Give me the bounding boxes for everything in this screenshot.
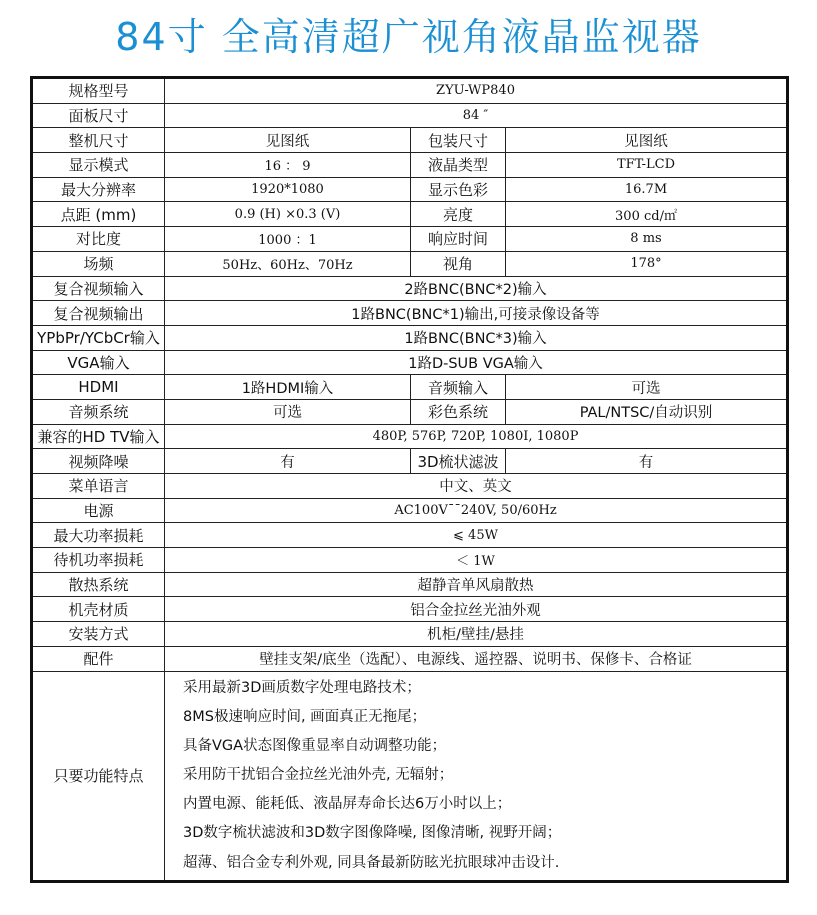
- spec-label: 亮度: [411, 202, 506, 227]
- features-row: [32, 671, 788, 881]
- spec-label: VGA输入: [32, 350, 165, 375]
- feature-item: 3D数字梳状滤波和3D数字图像降噪, 图像清晰, 视野开阔；: [183, 825, 562, 842]
- spec-value: 50Hz、60Hz、70Hz: [165, 251, 411, 276]
- table-row: [32, 103, 788, 128]
- spec-value: 可选: [165, 399, 411, 424]
- spec-value: ⩽ 45W: [165, 523, 788, 548]
- table-row: [32, 78, 788, 104]
- spec-label: 最大分辨率: [32, 177, 165, 202]
- spec-value: 300 cd/㎡: [506, 202, 788, 227]
- spec-value: 2路BNC(BNC*2)输入: [165, 276, 788, 301]
- spec-label: 音频系统: [32, 399, 165, 424]
- feature-item: 采用最新3D画质数字处理电路技术；: [183, 679, 421, 696]
- spec-value: 见图纸: [506, 128, 788, 153]
- table-row: [32, 153, 788, 178]
- spec-label: 散热系统: [32, 572, 165, 597]
- spec-label: 配件: [32, 646, 165, 671]
- table-row: [32, 646, 788, 671]
- spec-label: 机壳材质: [32, 597, 165, 622]
- table-row: [32, 399, 788, 424]
- spec-value: 0.9 (H) ×0.3 (V): [165, 202, 411, 227]
- spec-label: 点距 (mm): [32, 202, 165, 227]
- feature-item: 超薄、铝合金专利外观, 同具备最新防眩光抗眼球冲击设计.: [183, 854, 560, 871]
- table-row: [32, 572, 788, 597]
- spec-value: 1路BNC(BNC*3)输入: [165, 325, 788, 350]
- spec-value: 8 ms: [506, 227, 788, 252]
- spec-label: 复合视频输入: [32, 276, 165, 301]
- spec-label: 响应时间: [411, 227, 506, 252]
- table-row: [32, 227, 788, 252]
- spec-label: 最大功率损耗: [32, 523, 165, 548]
- spec-label: 3D梳状滤波: [411, 449, 506, 474]
- feature-item: 8MS极速响应时间, 画面真正无拖尾；: [183, 708, 427, 725]
- spec-label: 彩色系统: [411, 399, 506, 424]
- spec-value: 1路HDMI输入: [165, 375, 411, 400]
- table-row: [32, 548, 788, 573]
- spec-label: 音频输入: [411, 375, 506, 400]
- spec-label: 兼容的HD TV输入: [32, 424, 165, 449]
- table-row: [32, 177, 788, 202]
- feature-item: 内置电源、能耗低、液晶屏寿命长达6万小时以上；: [183, 796, 512, 813]
- spec-label: 对比度: [32, 227, 165, 252]
- table-row: [32, 597, 788, 622]
- spec-value: 有: [165, 449, 411, 474]
- table-row: [32, 622, 788, 647]
- table-row: [32, 251, 788, 276]
- spec-value: ZYU-WP840: [165, 78, 788, 104]
- features-list: [165, 671, 788, 881]
- table-row: [32, 498, 788, 523]
- spec-value: 1路BNC(BNC*1)输出,可接录像设备等: [165, 301, 788, 326]
- features-label: 只要功能特点: [32, 671, 165, 881]
- spec-label: 待机功率损耗: [32, 548, 165, 573]
- spec-label: 菜单语言: [32, 474, 165, 499]
- spec-label: 整机尺寸: [32, 128, 165, 153]
- spec-value: ＜ 1W: [165, 548, 788, 573]
- spec-value: 16.7M: [506, 177, 788, 202]
- spec-value: 1920*1080: [165, 177, 411, 202]
- table-row: [32, 375, 788, 400]
- spec-value: 有: [506, 449, 788, 474]
- table-row: [32, 350, 788, 375]
- spec-label: 包装尺寸: [411, 128, 506, 153]
- spec-label: YPbPr/YCbCr输入: [32, 325, 165, 350]
- table-row: [32, 128, 788, 153]
- table-row: [32, 276, 788, 301]
- feature-item: 具备VGA状态图像重显率自动调整功能；: [183, 737, 447, 754]
- spec-value: 超静音单风扇散热: [165, 572, 788, 597]
- spec-label: 显示模式: [32, 153, 165, 178]
- spec-value: 中文、英文: [165, 474, 788, 499]
- table-row: [32, 325, 788, 350]
- spec-value: 1路D-SUB VGA输入: [165, 350, 788, 375]
- spec-value: TFT-LCD: [506, 153, 788, 178]
- spec-value: 可选: [506, 375, 788, 400]
- spec-value: 机柜/壁挂/悬挂: [165, 622, 788, 647]
- spec-label: 电源: [32, 498, 165, 523]
- table-row: [32, 424, 788, 449]
- spec-label: 规格型号: [32, 78, 165, 104]
- table-row: [32, 202, 788, 227]
- spec-value: 见图纸: [165, 128, 411, 153]
- feature-item: 采用防干扰铝合金拉丝光油外壳, 无辐射；: [183, 767, 454, 784]
- spec-value: 16 ： 9: [165, 153, 411, 178]
- spec-value: 壁挂支架/底坐（选配）、电源线、遥控器、说明书、保修卡、合格证: [165, 646, 788, 671]
- table-row: [32, 474, 788, 499]
- table-row: [32, 449, 788, 474]
- spec-value: 1000 ：1: [165, 227, 411, 252]
- spec-table: [30, 76, 789, 883]
- spec-value: 480P, 576P, 720P, 1080I, 1080P: [165, 424, 788, 449]
- spec-value: 铝合金拉丝光油外观: [165, 597, 788, 622]
- table-row: [32, 523, 788, 548]
- spec-label: 液晶类型: [411, 153, 506, 178]
- spec-label: 安装方式: [32, 622, 165, 647]
- spec-value: 178°: [506, 251, 788, 276]
- spec-value: AC100V¯¯240V, 50/60Hz: [165, 498, 788, 523]
- spec-value: PAL/NTSC/自动识别: [506, 399, 788, 424]
- spec-label: HDMI: [32, 375, 165, 400]
- spec-label: 视频降噪: [32, 449, 165, 474]
- table-row: [32, 301, 788, 326]
- spec-label: 显示色彩: [411, 177, 506, 202]
- spec-label: 场频: [32, 251, 165, 276]
- spec-label: 面板尺寸: [32, 103, 165, 128]
- page-title: 84寸 全高清超广视角液晶监视器: [115, 15, 702, 59]
- spec-table-body: [32, 78, 788, 882]
- spec-label: 视角: [411, 251, 506, 276]
- spec-value: 84 ″: [165, 103, 788, 128]
- spec-label: 复合视频输出: [32, 301, 165, 326]
